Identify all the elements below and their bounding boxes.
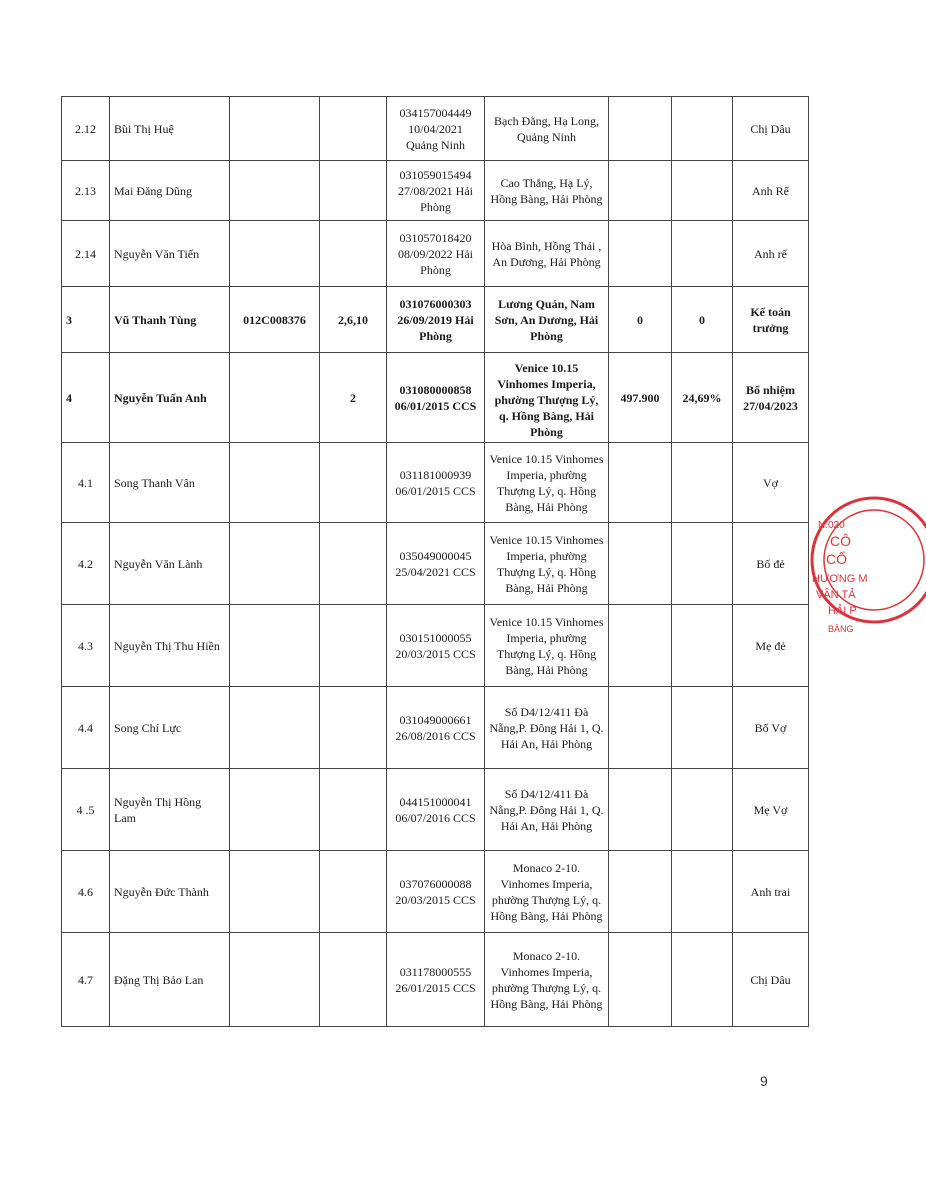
address-cell bbox=[485, 287, 609, 353]
note-cell-text: Anh trai bbox=[750, 884, 791, 899]
id-document-cell-text: 037076000088 20/03/2015 CCS bbox=[395, 876, 476, 907]
id-document-cell bbox=[387, 97, 485, 161]
address-cell bbox=[485, 933, 609, 1027]
id-document-cell-text: 030151000055 20/03/2015 CCS bbox=[395, 630, 476, 661]
note-cell-text: Chị Dâu bbox=[750, 121, 791, 136]
note-cell bbox=[733, 161, 809, 221]
address-cell bbox=[485, 769, 609, 851]
person-name-cell bbox=[110, 851, 230, 933]
note-cell-text: Bố Vợ bbox=[754, 720, 787, 735]
svg-text:VẬN TẢ: VẬN TẢ bbox=[816, 589, 856, 601]
relationship-code-cell bbox=[320, 97, 387, 161]
relationship-code-cell bbox=[320, 353, 387, 443]
shares-held-cell bbox=[609, 851, 672, 933]
id-document-cell-text: 031057018420 08/09/2022 Hải Phòng bbox=[398, 230, 473, 277]
row-number-cell bbox=[62, 221, 110, 287]
person-name-cell-text: Nguyễn Văn Lành bbox=[114, 556, 203, 571]
note-cell-text: Anh Rể bbox=[752, 183, 789, 198]
id-document-cell bbox=[387, 287, 485, 353]
id-document-cell-text: 031059015494 27/08/2021 Hải Phòng bbox=[398, 167, 473, 214]
ownership-percent-cell bbox=[672, 443, 733, 523]
address-cell-text: Monaco 2-10. Vinhomes Imperia, phường Thượng Lý, q. Hồng Bàng, Hải Phòng bbox=[490, 860, 603, 923]
company-seal-stamp bbox=[806, 490, 926, 640]
shares-held-cell bbox=[609, 97, 672, 161]
row-number-cell bbox=[62, 851, 110, 933]
securities-account-cell bbox=[230, 443, 320, 523]
note-cell-text: Chị Dâu bbox=[750, 972, 791, 987]
id-document-cell-text: 031181000939 06/01/2015 CCS bbox=[395, 467, 476, 498]
person-name-cell bbox=[110, 97, 230, 161]
id-document-cell bbox=[387, 605, 485, 687]
note-cell bbox=[733, 97, 809, 161]
note-cell-text: Mẹ đẻ bbox=[755, 638, 786, 653]
address-cell bbox=[485, 161, 609, 221]
table-row bbox=[62, 353, 809, 443]
row-number-cell-text: 2.13 bbox=[75, 183, 96, 198]
row-number-cell-text: 4 .5 bbox=[76, 802, 95, 817]
id-document-cell bbox=[387, 851, 485, 933]
row-number-cell-text: 4 bbox=[66, 390, 72, 405]
shares-held-cell bbox=[609, 287, 672, 353]
id-document-cell bbox=[387, 161, 485, 221]
note-cell bbox=[733, 443, 809, 523]
ownership-percent-cell bbox=[672, 97, 733, 161]
table-row bbox=[62, 443, 809, 523]
relationship-code-cell bbox=[320, 523, 387, 605]
row-number-cell-text: 4.1 bbox=[78, 475, 93, 490]
address-cell bbox=[485, 97, 609, 161]
ownership-percent-cell bbox=[672, 353, 733, 443]
id-document-cell bbox=[387, 769, 485, 851]
ownership-percent-cell bbox=[672, 687, 733, 769]
person-name-cell-text: Song Chí Lực bbox=[114, 720, 182, 735]
securities-account-cell bbox=[230, 769, 320, 851]
table-body bbox=[62, 97, 809, 1027]
note-cell bbox=[733, 605, 809, 687]
row-number-cell bbox=[62, 687, 110, 769]
row-number-cell-text: 2.12 bbox=[75, 121, 96, 136]
ownership-percent-cell-text: 24,69% bbox=[682, 390, 722, 405]
id-document-cell bbox=[387, 523, 485, 605]
id-document-cell bbox=[387, 353, 485, 443]
row-number-cell-text: 4.2 bbox=[78, 556, 93, 571]
securities-account-cell bbox=[230, 523, 320, 605]
note-cell-text: Kế toán trưởng bbox=[750, 304, 791, 335]
relationship-code-cell bbox=[320, 443, 387, 523]
id-document-cell-text: 034157004449 10/04/2021 Quảng Ninh bbox=[399, 105, 472, 152]
securities-account-cell bbox=[230, 221, 320, 287]
row-number-cell-text: 3 bbox=[66, 312, 72, 327]
note-cell-text: Bố đẻ bbox=[756, 556, 785, 571]
shares-held-cell bbox=[609, 687, 672, 769]
svg-text:CÔ: CÔ bbox=[830, 533, 851, 549]
page-number: 9 bbox=[760, 1073, 768, 1089]
relationship-code-cell bbox=[320, 687, 387, 769]
note-cell-text: Vợ bbox=[762, 475, 778, 490]
id-document-cell bbox=[387, 933, 485, 1027]
shares-held-cell bbox=[609, 221, 672, 287]
address-cell bbox=[485, 523, 609, 605]
note-cell bbox=[733, 933, 809, 1027]
person-name-cell-text: Đặng Thị Bảo Lan bbox=[114, 972, 204, 987]
relationship-code-cell bbox=[320, 221, 387, 287]
person-name-cell bbox=[110, 443, 230, 523]
relationship-code-cell bbox=[320, 605, 387, 687]
row-number-cell-text: 2.14 bbox=[75, 246, 96, 261]
shares-held-cell bbox=[609, 769, 672, 851]
address-cell-text: Venice 10.15 Vinhomes Imperia, phường Thượng Lý, q. Hồng Bàng, Hải Phòng bbox=[494, 360, 599, 439]
row-number-cell-text: 4.4 bbox=[78, 720, 93, 735]
securities-account-cell bbox=[230, 605, 320, 687]
shares-held-cell bbox=[609, 605, 672, 687]
svg-text:BÀNG: BÀNG bbox=[828, 624, 854, 634]
shares-held-cell bbox=[609, 161, 672, 221]
shares-held-cell-text: 497.900 bbox=[620, 390, 660, 405]
address-cell-text: Venice 10.15 Vinhomes Imperia, phường Thượng Lý, q. Hồng Bàng, Hải Phòng bbox=[489, 614, 604, 677]
person-name-cell-text: Nguyễn Đức Thành bbox=[114, 884, 209, 899]
person-name-cell-text: Song Thanh Vân bbox=[114, 475, 195, 490]
table-row bbox=[62, 851, 809, 933]
address-cell-text: Monaco 2-10. Vinhomes Imperia, phường Thượng Lý, q. Hồng Bàng, Hải Phòng bbox=[490, 948, 603, 1011]
address-cell-text: Venice 10.15 Vinhomes Imperia, phường Thượng Lý, q. Hồng Bàng, Hải Phòng bbox=[489, 532, 604, 595]
relationship-code-cell bbox=[320, 287, 387, 353]
address-cell bbox=[485, 443, 609, 523]
address-cell-text: Cao Thắng, Hạ Lý, Hồng Bàng, Hải Phòng bbox=[490, 175, 603, 206]
table-row bbox=[62, 161, 809, 221]
shares-held-cell bbox=[609, 443, 672, 523]
row-number-cell-text: 4.7 bbox=[78, 972, 93, 987]
ownership-percent-cell bbox=[672, 933, 733, 1027]
address-cell-text: Bạch Đằng, Hạ Long, Quảng Ninh bbox=[494, 113, 599, 144]
person-name-cell bbox=[110, 605, 230, 687]
id-document-cell bbox=[387, 687, 485, 769]
relationship-code-cell bbox=[320, 769, 387, 851]
shares-held-cell-text: 0 bbox=[637, 312, 643, 327]
address-cell bbox=[485, 353, 609, 443]
address-cell bbox=[485, 851, 609, 933]
person-name-cell bbox=[110, 287, 230, 353]
person-name-cell bbox=[110, 353, 230, 443]
person-name-cell-text: Vũ Thanh Tùng bbox=[114, 312, 197, 327]
note-cell bbox=[733, 221, 809, 287]
id-document-cell bbox=[387, 443, 485, 523]
securities-account-cell bbox=[230, 287, 320, 353]
id-document-cell bbox=[387, 221, 485, 287]
svg-text:HẢI P: HẢI P bbox=[828, 605, 857, 617]
ownership-percent-cell bbox=[672, 851, 733, 933]
table-row bbox=[62, 221, 809, 287]
row-number-cell bbox=[62, 605, 110, 687]
note-cell bbox=[733, 353, 809, 443]
row-number-cell bbox=[62, 161, 110, 221]
securities-account-cell bbox=[230, 687, 320, 769]
relationship-code-cell bbox=[320, 933, 387, 1027]
address-cell-text: Số D4/12/411 Đà Nẵng,P. Đông Hải 1, Q. Hải An, Hải Phòng bbox=[489, 704, 604, 751]
note-cell-text: Anh rể bbox=[754, 246, 787, 261]
note-cell bbox=[733, 769, 809, 851]
table-row bbox=[62, 287, 809, 353]
note-cell bbox=[733, 287, 809, 353]
shares-held-cell bbox=[609, 933, 672, 1027]
row-number-cell bbox=[62, 353, 110, 443]
note-cell bbox=[733, 851, 809, 933]
row-number-cell bbox=[62, 523, 110, 605]
ownership-percent-cell bbox=[672, 161, 733, 221]
id-document-cell-text: 031178000555 26/01/2015 CCS bbox=[395, 964, 476, 995]
table-row bbox=[62, 933, 809, 1027]
person-name-cell-text: Nguyễn Thị Thu Hiền bbox=[114, 638, 220, 653]
relationship-code-cell-text: 2,6,10 bbox=[338, 312, 368, 327]
shareholder-table bbox=[61, 96, 809, 1027]
person-name-cell bbox=[110, 687, 230, 769]
securities-account-cell bbox=[230, 353, 320, 443]
ownership-percent-cell bbox=[672, 769, 733, 851]
shares-held-cell bbox=[609, 523, 672, 605]
securities-account-cell bbox=[230, 161, 320, 221]
address-cell-text: Hòa Bình, Hồng Thái , An Dương, Hải Phòng bbox=[491, 238, 602, 269]
note-cell-text: Bổ nhiệm 27/04/2023 bbox=[743, 382, 798, 413]
securities-account-cell bbox=[230, 933, 320, 1027]
ownership-percent-cell-text: 0 bbox=[699, 312, 705, 327]
svg-text:CỔ: CỔ bbox=[826, 551, 847, 567]
svg-text:HƯƠNG M: HƯƠNG M bbox=[812, 573, 868, 585]
address-cell bbox=[485, 605, 609, 687]
person-name-cell bbox=[110, 933, 230, 1027]
relationship-code-cell bbox=[320, 851, 387, 933]
relationship-code-cell bbox=[320, 161, 387, 221]
row-number-cell bbox=[62, 97, 110, 161]
shares-held-cell bbox=[609, 353, 672, 443]
securities-account-cell-text: 012C008376 bbox=[243, 312, 306, 327]
table-row bbox=[62, 605, 809, 687]
table-row bbox=[62, 97, 809, 161]
table-row bbox=[62, 769, 809, 851]
ownership-percent-cell bbox=[672, 287, 733, 353]
person-name-cell-text: Nguyễn Văn Tiến bbox=[114, 246, 200, 261]
person-name-cell bbox=[110, 769, 230, 851]
address-cell bbox=[485, 687, 609, 769]
address-cell-text: Lương Quán, Nam Sơn, An Dương, Hải Phòng bbox=[494, 296, 599, 343]
person-name-cell bbox=[110, 161, 230, 221]
person-name-cell-text: Nguyễn Thị Hồng Lam bbox=[114, 794, 202, 825]
ownership-percent-cell bbox=[672, 523, 733, 605]
svg-text:N:020: N:020 bbox=[818, 520, 845, 531]
securities-account-cell bbox=[230, 97, 320, 161]
id-document-cell-text: 031080000858 06/01/2015 CCS bbox=[394, 382, 477, 413]
id-document-cell-text: 044151000041 06/07/2016 CCS bbox=[395, 794, 476, 825]
row-number-cell-text: 4.6 bbox=[78, 884, 93, 899]
row-number-cell-text: 4.3 bbox=[78, 638, 93, 653]
person-name-cell bbox=[110, 523, 230, 605]
note-cell bbox=[733, 687, 809, 769]
address-cell-text: Số D4/12/411 Đà Nẵng,P. Đông Hải 1, Q. Hải An, Hải Phòng bbox=[489, 786, 604, 833]
id-document-cell-text: 035049000045 25/04/2021 CCS bbox=[395, 548, 476, 579]
note-cell-text: Mẹ Vợ bbox=[753, 802, 788, 817]
id-document-cell-text: 031049000661 26/08/2016 CCS bbox=[395, 712, 476, 743]
ownership-percent-cell bbox=[672, 221, 733, 287]
address-cell bbox=[485, 221, 609, 287]
person-name-cell bbox=[110, 221, 230, 287]
person-name-cell-text: Bùi Thị Huệ bbox=[114, 121, 174, 136]
row-number-cell bbox=[62, 287, 110, 353]
relationship-code-cell-text: 2 bbox=[350, 390, 356, 405]
person-name-cell-text: Mai Đăng Dũng bbox=[114, 183, 192, 198]
ownership-percent-cell bbox=[672, 605, 733, 687]
address-cell-text: Venice 10.15 Vinhomes Imperia, phường Thượng Lý, q. Hồng Bàng, Hải Phòng bbox=[489, 451, 604, 514]
table-row bbox=[62, 523, 809, 605]
note-cell bbox=[733, 523, 809, 605]
table-row bbox=[62, 687, 809, 769]
row-number-cell bbox=[62, 769, 110, 851]
row-number-cell bbox=[62, 443, 110, 523]
row-number-cell bbox=[62, 933, 110, 1027]
person-name-cell-text: Nguyễn Tuấn Anh bbox=[114, 390, 207, 405]
securities-account-cell bbox=[230, 851, 320, 933]
id-document-cell-text: 031076000303 26/09/2019 Hải Phòng bbox=[397, 296, 474, 343]
